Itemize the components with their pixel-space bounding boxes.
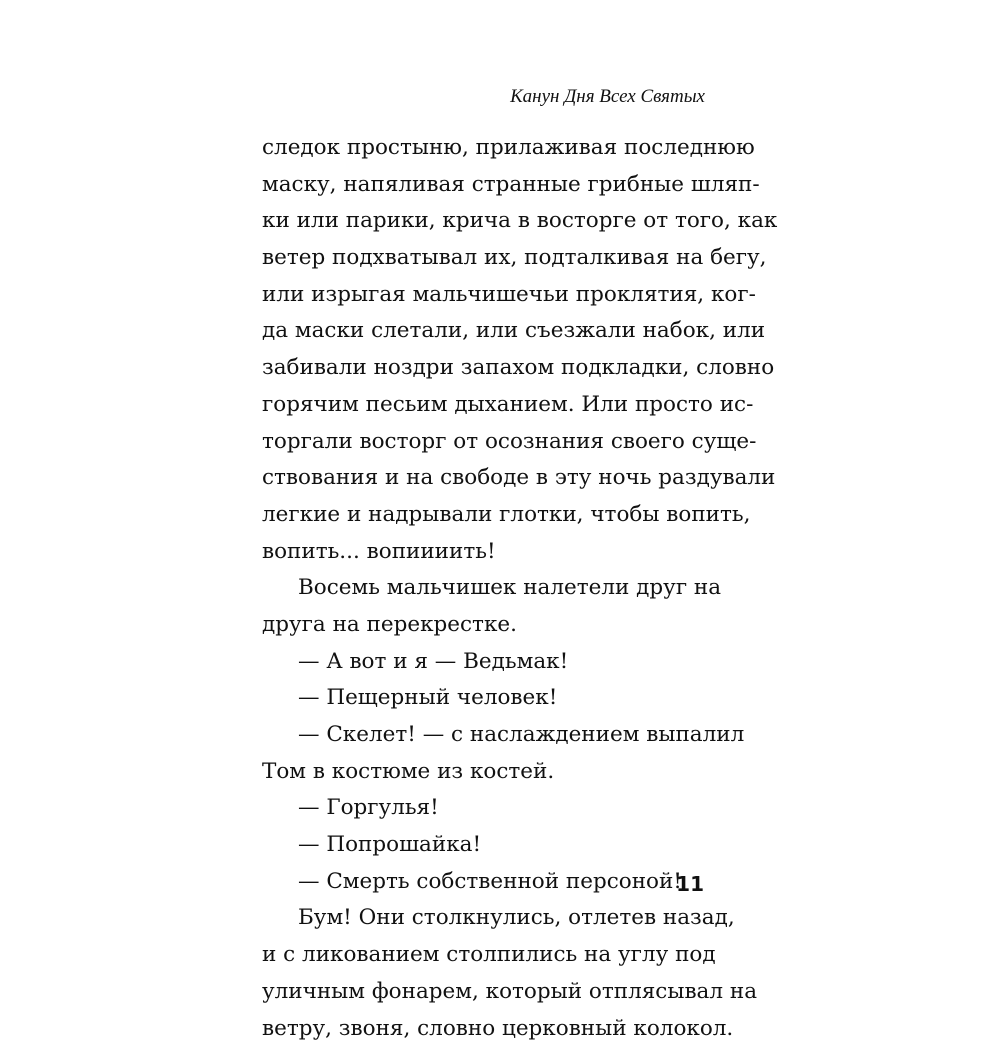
text-line: и с ликованием столпились на углу под bbox=[262, 937, 706, 974]
dialogue-line: — Скелет! — с наслаждением выпалил bbox=[262, 717, 706, 754]
dialogue-line: — Попрошайка! bbox=[262, 827, 706, 864]
text-line: Том в костюме из костей. bbox=[262, 754, 706, 791]
running-head: Канун Дня Всех Святых bbox=[510, 86, 705, 108]
text-line: следок простыню, прилаживая последнюю bbox=[262, 130, 706, 167]
text-line: забивали ноздри запахом подкладки, словно bbox=[262, 350, 706, 387]
text-line: ки или парики, крича в восторге от того, как bbox=[262, 203, 706, 240]
text-line: вопить... вопиииить! bbox=[262, 534, 706, 571]
text-line: легкие и надрывали глотки, чтобы вопить, bbox=[262, 497, 706, 534]
text-line: или изрыгая мальчишечьи проклятия, ког- bbox=[262, 277, 706, 314]
text-line: маску, напяливая странные грибные шляп- bbox=[262, 167, 706, 204]
text-line: ветру, звоня, словно церковный колокол. bbox=[262, 1011, 706, 1047]
page-number: 11 bbox=[676, 872, 704, 896]
dialogue-line: — Горгулья! bbox=[262, 790, 706, 827]
text-line: уличным фонарем, который отплясывал на bbox=[262, 974, 706, 1011]
body-text bbox=[262, 130, 706, 1047]
text-line: ветер подхватывал их, подталкивая на бегу, bbox=[262, 240, 706, 277]
text-line: горячим песьим дыханием. Или просто ис- bbox=[262, 387, 706, 424]
text-line: Бум! Они столкнулись, отлетев назад, bbox=[262, 900, 706, 937]
text-line: ствования и на свободе в эту ночь раздували bbox=[262, 460, 706, 497]
text-line: да маски слетали, или съезжали набок, или bbox=[262, 313, 706, 350]
dialogue-line: — Пещерный человек! bbox=[262, 680, 706, 717]
text-line: друга на перекрестке. bbox=[262, 607, 706, 644]
dialogue-line: — А вот и я — Ведьмак! bbox=[262, 644, 706, 681]
text-line: Восемь мальчишек налетели друг на bbox=[262, 570, 706, 607]
text-line: торгали восторг от осознания своего суще- bbox=[262, 424, 706, 461]
dialogue-line: — Смерть собственной персоной! bbox=[262, 864, 706, 901]
